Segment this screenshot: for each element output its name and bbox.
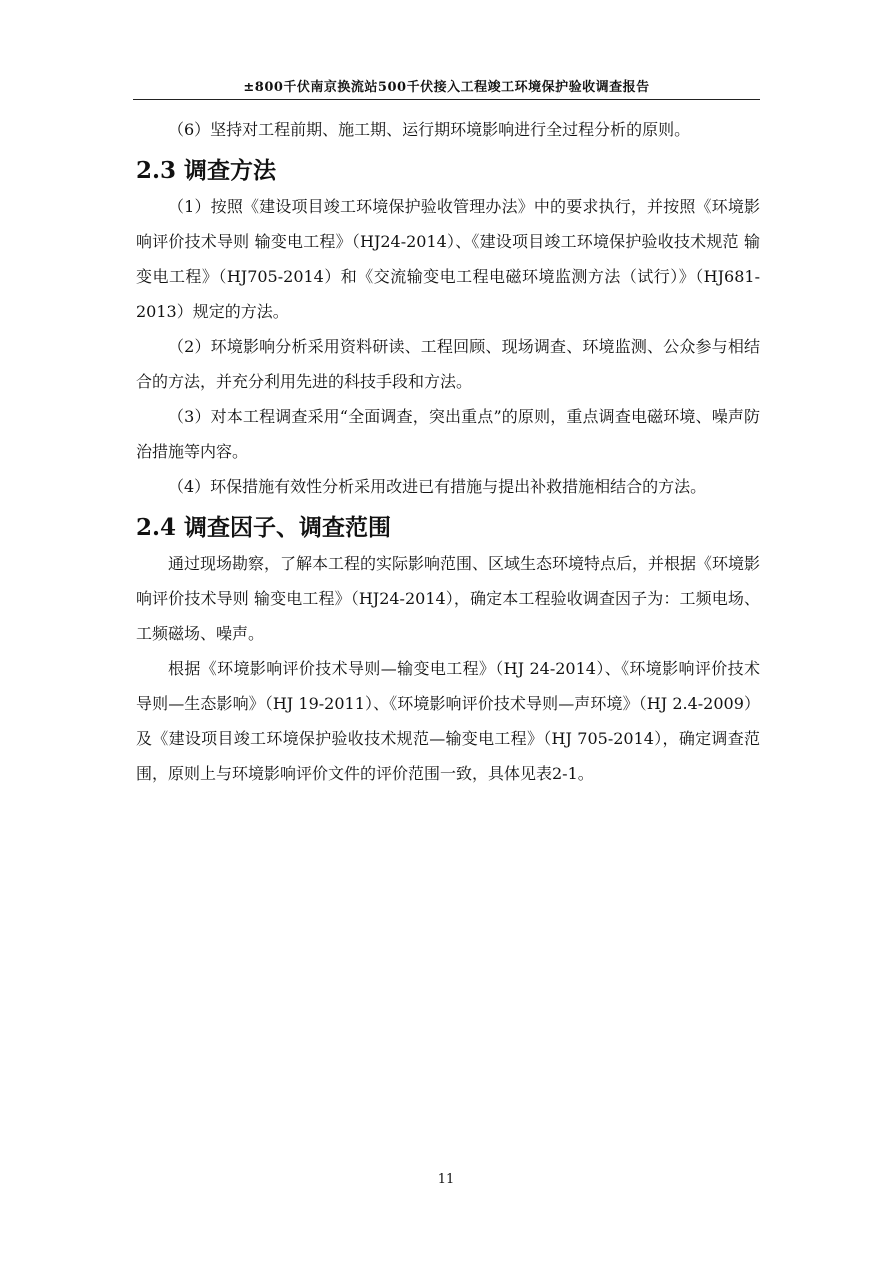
section-heading-2-4: 2.4 调查因子、调查范围 <box>136 514 392 541</box>
running-header: ±800千伏南京换流站500千伏接入工程竣工环境保护验收调查报告 <box>243 80 650 95</box>
paragraph-method-1: （1）按照《建设项目竣工环境保护验收管理办法》中的要求执行，并按照《环境影响评价技术导则 输变电工程》（HJ24-2014）、《建设项目竣工环境保护验收技术规范 输变电工程》（HJ705-2014）和《交流输变电工程电磁环境监测方法（试行）》（HJ681-2013）规定的方法。 <box>136 197 760 321</box>
paragraph-method-2: （2）环境影响分析采用资料研读、工程回顾、现场调查、环境监测、公众参与相结合的方法，并充分利用先进的科技手段和方法。 <box>136 337 760 391</box>
paragraph-scope: 根据《环境影响评价技术导则—输变电工程》（HJ 24-2014）、《环境影响评价技术导则—生态影响》（HJ 19-2011）、《环境影响评价技术导则—声环境》（HJ 2.4-2009）及《建设项目竣工环境保护验收技术规范—输变电工程》（HJ 705-2014），确定调查范围，原则上与环境影响评价文件的评价范围一致，具体见表2-1。 <box>136 659 760 783</box>
header-divider <box>133 99 760 100</box>
section-heading-2-3: 2.3 调查方法 <box>136 157 277 184</box>
paragraph-method-3: （3）对本工程调查采用“全面调查，突出重点”的原则，重点调查电磁环境、噪声防治措施等内容。 <box>136 407 760 461</box>
page-body <box>136 112 760 791</box>
paragraph-principle-6: （6）坚持对工程前期、施工期、运行期环境影响进行全过程分析的原则。 <box>168 120 691 139</box>
page-number: 11 <box>437 1172 455 1187</box>
paragraph-factors: 通过现场勘察，了解本工程的实际影响范围、区域生态环境特点后，并根据《环境影响评价技术导则 输变电工程》（HJ24-2014），确定本工程验收调查因子为：工频电场、工频磁场、噪声。 <box>136 554 761 643</box>
paragraph-method-4: （4）环保措施有效性分析采用改进已有措施与提出补救措施相结合的方法。 <box>168 477 707 496</box>
